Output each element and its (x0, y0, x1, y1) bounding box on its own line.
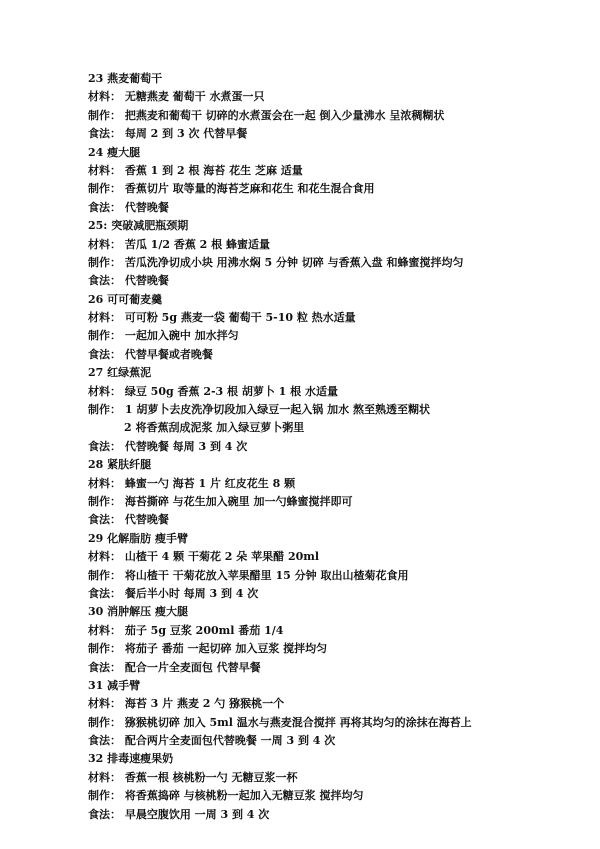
recipe-text (88, 70, 568, 824)
recipe-28-usage: 食法： 代替晚餐 (88, 513, 169, 527)
recipe-32-method: 制作： 将香蕉捣碎 与核桃粉一起加入无糖豆浆 搅拌均匀 (88, 789, 364, 803)
recipe-23-title: 23 燕麦葡萄干 (88, 72, 163, 85)
recipe-27-ingredients: 材料： 绿豆 50g 香蕉 2-3 根 胡萝卜 1 根 水适量 (88, 384, 338, 398)
recipe-30-ingredients: 材料： 茄子 5g 豆浆 200ml 番茄 1/4 (88, 623, 284, 637)
recipe-27-method-step-2: 2 将香蕉刮成泥浆 加入绿豆萝卜粥里 (124, 421, 305, 435)
recipe-29-method: 制作： 将山楂干 干菊花放入苹果醋里 15 分钟 取出山楂菊花食用 (88, 568, 409, 582)
recipe-26-usage: 食法： 代替早餐或者晚餐 (88, 347, 213, 361)
recipe-30-method: 制作： 将茄子 番茄 一起切碎 加入豆浆 搅拌均匀 (88, 642, 328, 656)
recipe-25-method: 制作： 苦瓜洗净切成小块 用沸水焖 5 分钟 切碎 与香蕉入盘 和蜂蜜搅拌均匀 (88, 255, 464, 269)
recipe-32-title: 32 排毒速瘦果奶 (88, 752, 174, 766)
recipe-25-title: 25: 突破减肥瓶颈期 (88, 219, 189, 233)
recipe-31-ingredients: 材料： 海苔 3 片 燕麦 2 勺 猕猴桃一个 (88, 697, 285, 711)
recipe-27-usage: 食法： 代替晚餐 每周 3 到 4 次 (88, 439, 248, 453)
recipe-26-ingredients: 材料： 可可粉 5g 燕麦一袋 葡萄干 5-10 粒 热水适量 (88, 311, 356, 325)
recipe-27-method-step-1: 制作： 1 胡萝卜去皮洗净切段加入绿豆一起入锅 加水 熬至熟透至糊状 (88, 403, 430, 417)
recipe-30-usage: 食法： 配合一片全麦面包 代替早餐 (88, 660, 261, 674)
recipe-25-usage: 食法： 代替晚餐 (88, 274, 169, 288)
recipe-29-ingredients: 材料： 山楂干 4 颗 干菊花 2 朵 苹果醋 20ml (88, 550, 320, 564)
recipe-31-title: 31 减手臂 (88, 678, 141, 692)
recipe-23-usage: 食法： 每周 2 到 3 次 代替早餐 (88, 127, 248, 141)
recipe-32-usage: 食法： 早晨空腹饮用 一周 3 到 4 次 (88, 807, 270, 821)
recipe-26-method: 制作： 一起加入碗中 加水拌匀 (88, 329, 239, 343)
recipe-28-method: 制作： 海苔撕碎 与花生加入碗里 加一勺蜂蜜搅拌即可 (88, 494, 353, 508)
recipe-24-usage: 食法： 代替晚餐 (88, 200, 169, 214)
recipe-29-title: 29 化解脂肪 瘦手臂 (88, 531, 188, 545)
recipe-24-title: 24 瘦大腿 (88, 145, 141, 159)
recipe-31-usage: 食法： 配合两片全麦面包代替晚餐 一周 3 到 4 次 (88, 734, 336, 748)
recipe-24-ingredients: 材料： 香蕉 1 到 2 根 海苔 花生 芝麻 适量 (88, 163, 303, 177)
recipe-25-ingredients: 材料： 苦瓜 1/2 香蕉 2 根 蜂蜜适量 (88, 237, 270, 251)
recipe-31-method: 制作： 猕猴桃切碎 加入 5ml 温水与燕麦混合搅拌 再将其均匀的涂抹在海苔上 (88, 715, 472, 729)
recipe-32-ingredients: 材料： 香蕉一根 核桃粉一勺 无糖豆浆一杯 (88, 770, 298, 784)
recipe-24-method: 制作： 香蕉切片 取等量的海苔芝麻和花生 和花生混合食用 (88, 182, 375, 196)
recipe-28-title: 28 紧肤纤腿 (88, 458, 152, 472)
recipe-29-usage: 食法： 餐后半小时 每周 3 到 4 次 (88, 586, 259, 600)
recipe-27-title: 27 红绿蕉泥 (88, 366, 152, 380)
recipe-26-title: 26 可可葡麦羹 (88, 292, 163, 306)
recipe-28-ingredients: 材料： 蜂蜜一勺 海苔 1 片 红皮花生 8 颗 (88, 476, 296, 490)
recipe-23-ingredients: 材料： 无糖燕麦 葡萄干 水煮蛋一只 (88, 90, 265, 104)
recipe-23-method: 制作： 把燕麦和葡萄干 切碎的水煮蛋会在一起 倒入少量沸水 呈浓稠糊状 (88, 108, 445, 122)
recipe-30-title: 30 消肿解压 瘦大腿 (88, 605, 188, 619)
